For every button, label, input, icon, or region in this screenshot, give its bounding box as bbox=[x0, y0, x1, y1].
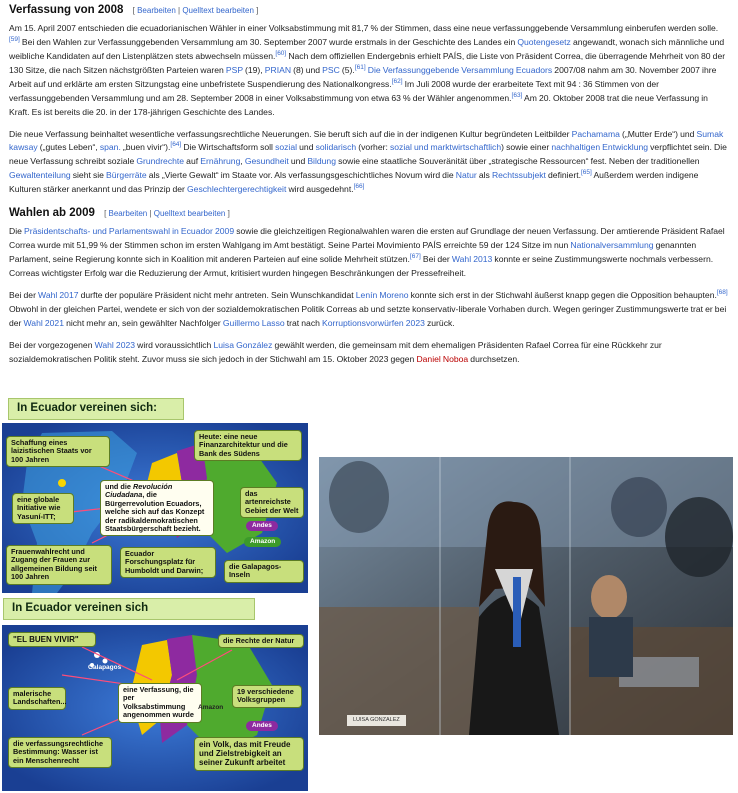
text-run: Die neue Verfassung beinhaltet wesentliche verfassungsrechtliche Neuerungen. Sie beruft sich auf die in der indigenen Kultur begründeten Leitbilder bbox=[9, 128, 572, 139]
text-run: konnte sich erst in der Stichwahl äußerst knapp gegen die Opposition behaupten. bbox=[408, 289, 717, 300]
edit-section-links: [ Bearbeiten | Quelltext bearbeiten ] bbox=[104, 209, 230, 219]
text-run: , bbox=[240, 156, 245, 167]
text-run: Bei der bbox=[9, 289, 39, 300]
wiki-link[interactable]: Lenín Moreno bbox=[355, 289, 409, 300]
paragraph bbox=[9, 339, 729, 367]
text-run: trat nach bbox=[284, 317, 322, 328]
callout-volksgruppen: 19 verschiedene Volksgruppen bbox=[232, 685, 302, 708]
ecuador-slide-1-image[interactable] bbox=[2, 393, 308, 593]
edit-link[interactable]: Bearbeiten bbox=[137, 6, 176, 15]
text-run: ) sowie einer bbox=[501, 142, 552, 153]
footnote-ref[interactable]: [60] bbox=[275, 50, 287, 58]
wiki-link[interactable]: Ernährung bbox=[200, 156, 241, 167]
text-run: Am 15. April 2007 entschieden die ecuadorianischen Wähler in einer Volksabstimmung mit 81,7 % der Stimmen, dass eine neue verfassunggebende Versammlung einberufen werden solle. bbox=[9, 23, 719, 34]
wiki-link[interactable]: Nationalversammlung bbox=[570, 240, 654, 251]
section-title: Verfassung von 2008 bbox=[9, 4, 124, 16]
text-run: 2007/08 nahm am 30. November 2007 ihre Arbeit auf und erklärte am ersten Sitzungstag eine unbefristete Suspendierung des Nationalkongress. bbox=[9, 64, 717, 89]
edit-link[interactable]: Bearbeiten bbox=[108, 209, 148, 219]
section-heading-verfassung bbox=[9, 2, 729, 18]
paragraph bbox=[9, 225, 729, 281]
footnote-ref[interactable]: [65] bbox=[580, 169, 592, 177]
article-content bbox=[9, 2, 729, 375]
text-run: Bei der vorgezogenen bbox=[9, 339, 95, 350]
footnote-ref[interactable]: [64] bbox=[170, 141, 182, 149]
footnote-ref[interactable]: [68] bbox=[716, 289, 728, 297]
wiki-link[interactable]: span. bbox=[99, 142, 121, 153]
text-run: konnte er seine Zustimmungswerte nochmals verbessern. Correas wichtigster Erfolg war die Reduzierung der Armut, kritisiert wurden hingegen Beschränkungen der Pressefreiheit. bbox=[9, 254, 714, 279]
callout-forschungsplatz: Ecuador Forschungsplatz für Humboldt und Darwin; bbox=[120, 547, 216, 578]
footnote-ref[interactable]: [63] bbox=[511, 91, 523, 99]
text-run: sowie eine staatliche Souveränität über „strategische Ressourcen“ fest. Neben der traditionellen bbox=[336, 156, 700, 167]
wiki-link[interactable]: Bürgerräte bbox=[106, 170, 147, 181]
text-run: (19), bbox=[242, 64, 265, 75]
wiki-link[interactable]: Pachamama bbox=[571, 128, 620, 139]
text-run: durfte der populäre Präsident nicht mehr antreten. Sein Wunschkandidat bbox=[78, 289, 356, 300]
text-run: Obwohl in der gleichen Partei, wendete er sich von der sozialdemokratischen Politik Correas ab und setzte konservativ-liberale Vorhaben durch. Wegen geringer Zustimmungswerte trat er bei der bbox=[9, 303, 727, 328]
wiki-link[interactable]: Rechtssubjekt bbox=[491, 170, 546, 181]
paragraph bbox=[9, 289, 729, 331]
nameplate-label: LUISA GONZALEZ bbox=[347, 715, 406, 726]
footnote-ref[interactable]: [67] bbox=[409, 253, 421, 261]
label-galapagos: Galapagos bbox=[88, 664, 122, 671]
wiki-link[interactable]: Sumak kawsay bbox=[9, 128, 724, 153]
section-heading-wahlen bbox=[9, 205, 729, 221]
wiki-link[interactable]: Grundrechte bbox=[136, 156, 185, 167]
text-run: gewählt werden, die gemeinsam mit dem ehemaligen Präsidenten Rafael Correa für eine Rückkehr zur sozialdemokratischen Politik steht. Zuvor muss sie sich jedoch in der Stichwahl am 15. Oktober 2023 gegen bbox=[9, 339, 662, 364]
text-run: sieht sie bbox=[70, 170, 107, 181]
edit-section-links: [ Bearbeiten | Quelltext bearbeiten ] bbox=[132, 6, 259, 15]
edit-source-link[interactable]: Quelltext bearbeiten bbox=[153, 209, 226, 219]
text-run: (vorher: bbox=[356, 142, 390, 153]
wiki-link[interactable]: Luisa González bbox=[213, 339, 273, 350]
callout-laizistischer-staat: Schaffung eines laizistischen Staats vor 100 Jahren bbox=[6, 436, 110, 467]
text-run: Im Juli 2008 wurde der erarbeitete Text mit 94 : 36 Stimmen von der verfassunggebenden Versammlung und am 28. September 2008 in einer Volksabstimmung von etwa 63 % der Wähler angenommen. bbox=[9, 78, 659, 103]
footnote-ref[interactable]: [59] bbox=[9, 36, 20, 44]
text-run: durchsetzen. bbox=[468, 353, 520, 364]
slide-title: In Ecuador vereinen sich: bbox=[8, 398, 184, 420]
wiki-link[interactable]: Natur bbox=[455, 170, 477, 181]
photo-scene bbox=[319, 457, 733, 735]
footnote-ref[interactable]: [62] bbox=[391, 77, 403, 85]
wiki-link[interactable]: Geschlechtergerechtigkeit bbox=[187, 184, 287, 195]
wiki-link[interactable]: PSC bbox=[322, 64, 340, 75]
text-run: Nach dem offiziellen Endergebnis erhielt PAÍS, die Liste von Präsident Correa, die überragende Mehrheit von 80 der 130 Sitze, die nach Sitzen nächstgrößten Parteien waren bbox=[9, 50, 726, 75]
text-run: Die Wirtschaftsform soll bbox=[181, 142, 276, 153]
text-run: („Mutter Erde“) und bbox=[619, 128, 697, 139]
wiki-link[interactable]: Wahl 2021 bbox=[23, 317, 64, 328]
ecuador-slide-2-image[interactable] bbox=[2, 595, 308, 791]
callout-revolucion-ciudadana: und die Revolución Ciudadana, die Bürgerrevolution Ecuadors, welche sich auf das Konzept der radikaldemokratischen Staatsbürgerschaft bezieht. bbox=[100, 480, 214, 536]
text-run: verpflichtet sein. Die neue Verfassung schreibt soziale bbox=[9, 142, 727, 167]
wiki-link[interactable]: Die Verfassunggebende Versammlung Ecuadors bbox=[367, 64, 553, 75]
wiki-link[interactable]: nachhaltigen Entwicklung bbox=[551, 142, 649, 153]
wiki-link[interactable]: PRIAN bbox=[264, 64, 292, 75]
wiki-link[interactable]: Wahl 2017 bbox=[38, 289, 79, 300]
text-run: und bbox=[288, 156, 308, 167]
footnote-ref[interactable]: [61] bbox=[354, 64, 366, 71]
wiki-link[interactable]: Präsidentschafts- und Parlamentswahl in Ecuador 2009 bbox=[23, 226, 235, 237]
text-run: wird ausgedehnt. bbox=[286, 184, 354, 195]
label-amazon: Amazon bbox=[198, 704, 224, 711]
slide-panel bbox=[2, 423, 308, 593]
paragraph bbox=[9, 128, 729, 198]
text-run: (8) und bbox=[291, 64, 323, 75]
edit-source-link[interactable]: Quelltext bearbeiten bbox=[182, 6, 254, 15]
text-run: Die bbox=[9, 226, 24, 237]
callout-wasser: die verfassungsrechtliche Bestimmung: Wasser ist ein Menschenrecht bbox=[8, 737, 112, 768]
wiki-link[interactable]: Gewaltenteilung bbox=[9, 170, 71, 181]
footnote-ref[interactable]: [66] bbox=[353, 183, 365, 191]
callout-volk: ein Volk, das mit Freude und Zielstrebigkeit an seiner Zukunft arbeitet bbox=[194, 737, 304, 771]
section-title: Wahlen ab 2009 bbox=[9, 207, 95, 220]
text-run: „buen vivir“). bbox=[120, 142, 171, 153]
wiki-link[interactable]: Wahl 2013 bbox=[451, 254, 493, 265]
slide-panel bbox=[2, 625, 308, 791]
red-wiki-link[interactable]: Daniel Noboa bbox=[416, 353, 469, 364]
text-run: Bei der bbox=[420, 254, 452, 265]
text-run: (5). bbox=[339, 64, 355, 75]
text-run: angewandt, wonach sich männliche und weibliche Kandidaten auf den Listenplätzen stets abwechseln müssen. bbox=[9, 37, 725, 61]
wiki-link[interactable]: Korruptionsvorwürfen 2023 bbox=[322, 317, 425, 328]
wiki-link[interactable]: PSP bbox=[225, 64, 243, 75]
text-run: genannten Parlament, seine Regierung konnte sich in Koalition mit anderen Parteien auf eine solide Mehrheit stützen. bbox=[9, 240, 697, 265]
text-run: auf bbox=[184, 156, 201, 167]
callout-buen-vivir: "EL BUEN VIVIR" bbox=[8, 632, 96, 647]
text-run: sowie die gleichzeitigen Regionalwahlen waren die ersten auf Grundlage der neuen Verfassung. Der amtierende Präsident Rafael Correa wurde mit 51,99 % der Stimmen schon im ersten Wahlgang im Amt bestätigt. Seine Partei Movimiento PAÍS erreichte 59 der 124 Sitze im nun bbox=[9, 226, 725, 251]
text-run: wird voraussichtlich bbox=[135, 339, 214, 350]
text-run: Bei den Wahlen zur Verfassunggebenden Versammlung am 30. September 2007 wurde erstmals in der Geschichte des Landes ein bbox=[19, 37, 518, 48]
wiki-link[interactable]: Wahl 2023 bbox=[94, 339, 136, 350]
wiki-link[interactable]: Gesundheit bbox=[244, 156, 289, 167]
text-run: Außerdem werden indigene Kulturen stärker anerkannt und das Prinzip der bbox=[9, 170, 699, 195]
text-run: zurück. bbox=[424, 317, 455, 328]
parliament-photo[interactable] bbox=[319, 457, 733, 735]
slide-title: In Ecuador vereinen sich bbox=[3, 598, 255, 620]
label-andes: Andes bbox=[246, 721, 278, 731]
callout-frauenwahlrecht: Frauenwahlrecht und Zugang der Frauen zur allgemeinen Bildung seit 100 Jahren bbox=[6, 545, 112, 585]
callout-verfassung: eine Verfassung, die per Volksabstimmung angenommen wurde bbox=[118, 683, 202, 723]
label-amazon: Amazon bbox=[244, 537, 281, 547]
callout-artenreich: das artenreichste Gebiet der Welt bbox=[240, 487, 304, 518]
callout-landschaften: malerische Landschaften... bbox=[8, 687, 66, 710]
label-andes: Andes bbox=[246, 521, 278, 531]
wiki-link[interactable]: sozial bbox=[275, 142, 298, 153]
wiki-link[interactable]: sozial und marktwirtschaftlich bbox=[389, 142, 502, 153]
callout-galapagos: die Galapagos-Inseln bbox=[224, 560, 304, 583]
wiki-link[interactable]: Guillermo Lasso bbox=[222, 317, 285, 328]
text-run: und bbox=[297, 142, 316, 153]
wiki-link[interactable]: Quotengesetz bbox=[517, 37, 571, 48]
text-run: als „Vierte Gewalt“ im Staate vor. Als verfassungsgeschichtliches Novum wird die bbox=[146, 170, 456, 181]
text-run: („gutes Leben“, bbox=[37, 142, 100, 153]
callout-finanzarchitektur: Heute: eine neue Finanzarchitektur und die Bank des Südens bbox=[194, 430, 302, 461]
wiki-link[interactable]: Bildung bbox=[307, 156, 336, 167]
wiki-link[interactable]: solidarisch bbox=[315, 142, 357, 153]
paragraph bbox=[9, 22, 729, 119]
text-run: als bbox=[476, 170, 492, 181]
callout-yasuni: eine globale Initiative wie Yasuní-ITT; bbox=[12, 493, 74, 524]
callout-rechte-der-natur: die Rechte der Natur bbox=[218, 634, 304, 648]
text-run: definiert. bbox=[545, 170, 581, 181]
text-run: Am 20. Oktober 2008 trat die neue Verfassung in Kraft. Es ist bereits die 20. in der 178-jährigen Geschichte des Landes. bbox=[9, 92, 708, 117]
text-run: nicht mehr an, sein gewählter Nachfolger bbox=[63, 317, 223, 328]
